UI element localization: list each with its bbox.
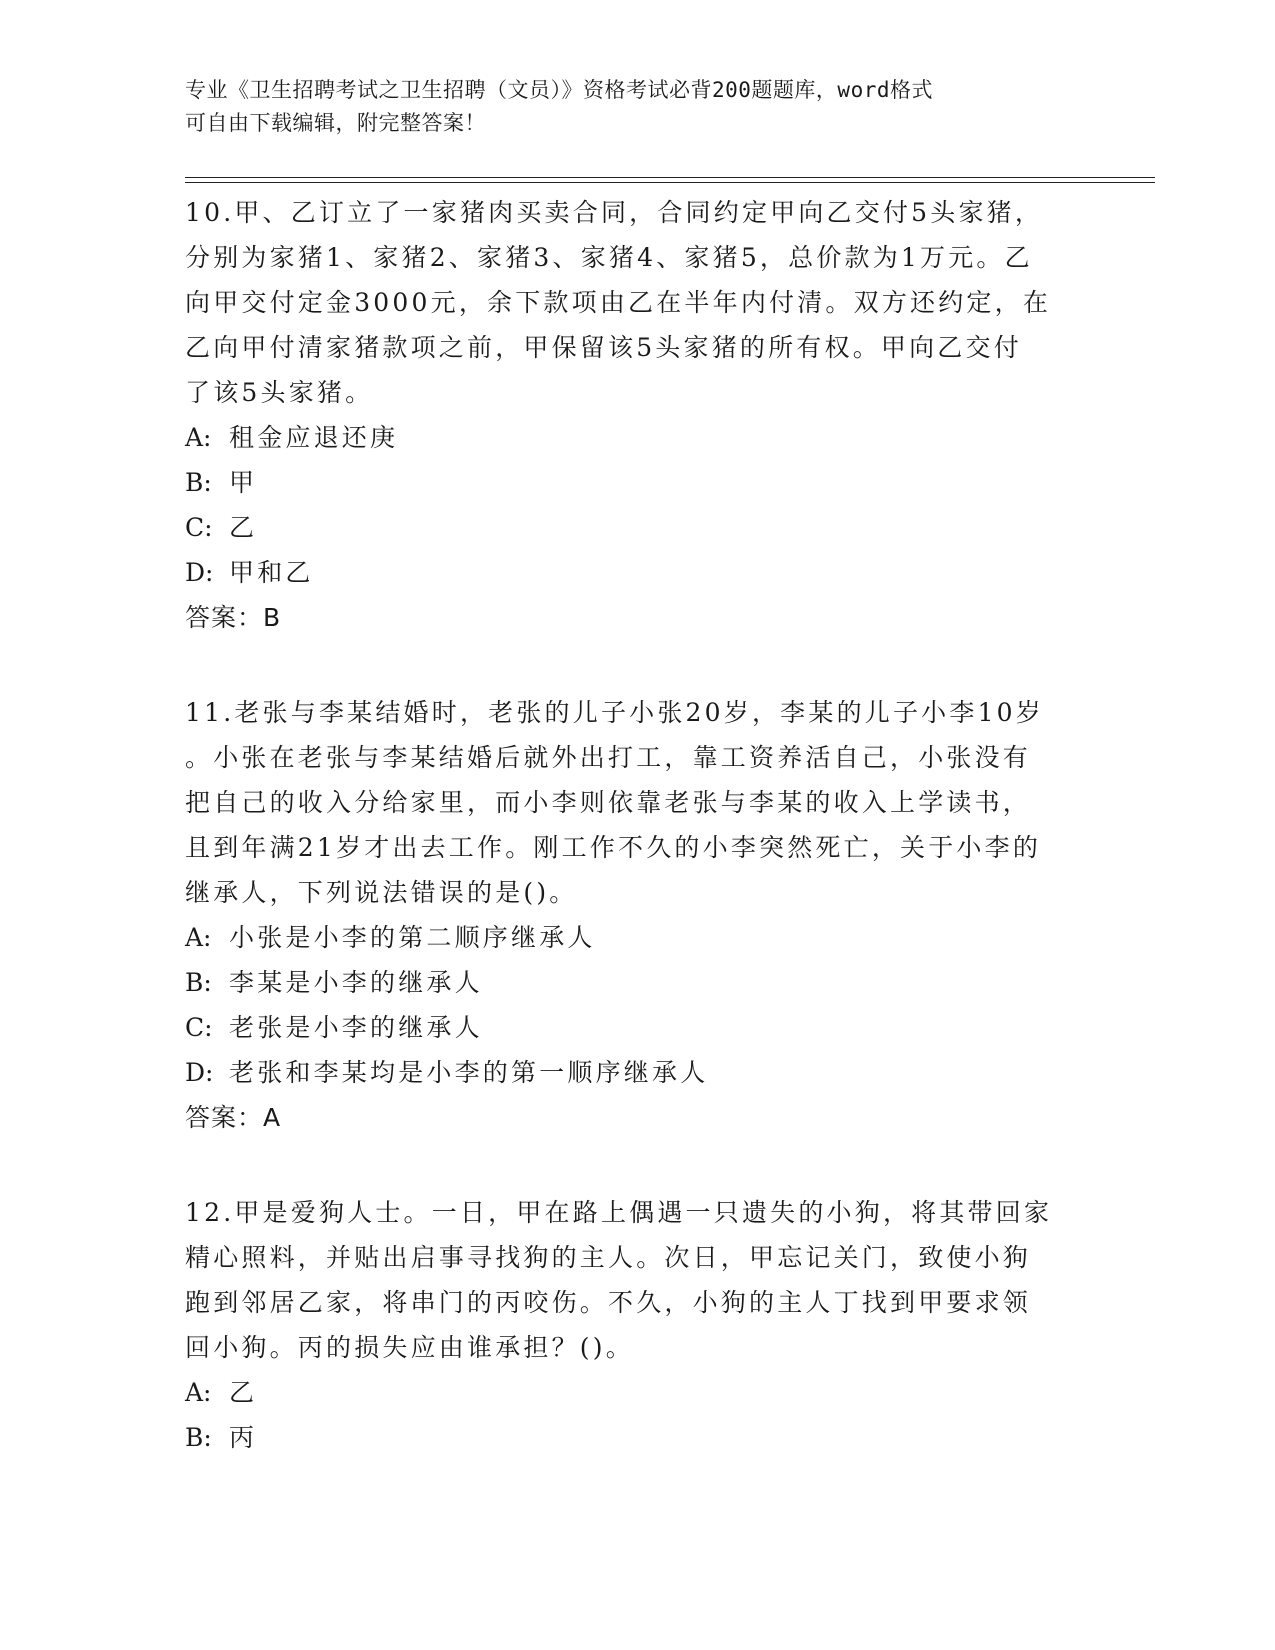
option-a (185, 1370, 1085, 1415)
option-letter: C: (185, 513, 213, 542)
question-text-line: 跑到邻居乙家，将串门的丙咬伤。不久，小狗的主人丁找到甲要求领 (185, 1288, 1032, 1317)
header-divider-bottom (185, 182, 1155, 183)
question-text-line: 11.老张与李某结婚时，老张的儿子小张20岁，李某的儿子小李10岁 (185, 698, 1044, 727)
question-text-line: 12.甲是爱狗人士。一日，甲在路上偶遇一只遗失的小狗，将其带回家 (185, 1198, 1053, 1227)
question-text-line: 分别为家猪1、家猪2、家猪3、家猪4、家猪5，总价款为1万元。乙 (185, 243, 1033, 272)
question-text-line: 乙向甲付清家猪款项之前，甲保留该5头家猪的所有权。甲向乙交付 (185, 333, 1022, 362)
option-text: 乙 (229, 513, 258, 542)
option-letter: A: (185, 1378, 212, 1407)
option-letter: B: (185, 968, 212, 997)
option-letter: A: (185, 423, 212, 452)
header-divider-top (185, 177, 1155, 178)
question-text-line: 且到年满21岁才出去工作。刚工作不久的小李突然死亡，关于小李的 (185, 833, 1042, 862)
question-text-line: 。小张在老张与李某结婚后就外出打工，靠工资养活自己，小张没有 (185, 743, 1032, 772)
question-list (185, 190, 1085, 1510)
header-title-line-1: 专业《卫生招聘考试之卫生招聘（文员）》资格考试必背200题题库，word格式 (185, 78, 933, 102)
option-text: 李某是小李的继承人 (229, 968, 483, 997)
option-text: 老张和李某均是小李的第一顺序继承人 (229, 1058, 709, 1087)
option-letter: D: (185, 558, 214, 587)
option-text: 甲 (229, 468, 258, 497)
option-b (185, 960, 1085, 1005)
option-letter: D: (185, 1058, 214, 1087)
option-c (185, 505, 1085, 550)
document-header (185, 74, 1065, 140)
option-letter: C: (185, 1013, 213, 1042)
option-d (185, 1050, 1085, 1095)
option-d (185, 550, 1085, 595)
option-text: 租金应退还庚 (229, 423, 399, 452)
question-text-line: 了该5头家猪。 (185, 378, 374, 407)
answer-label: 答案：B (185, 603, 282, 632)
question-text-line: 回小狗。丙的损失应由谁承担？()。 (185, 1333, 634, 1362)
question-text-line: 把自己的收入分给家里，而小李则依靠老张与李某的收入上学读书， (185, 788, 1032, 817)
question-11 (185, 690, 1085, 1140)
option-b (185, 1415, 1085, 1460)
option-text: 丙 (229, 1423, 258, 1452)
header-title-line-2: 可自由下载编辑，附完整答案！ (185, 111, 486, 135)
option-text: 小张是小李的第二顺序继承人 (229, 923, 596, 952)
question-12 (185, 1190, 1085, 1460)
option-letter: A: (185, 923, 212, 952)
option-c (185, 1005, 1085, 1050)
question-text-line: 精心照料，并贴出启事寻找狗的主人。次日，甲忘记关门，致使小狗 (185, 1243, 1032, 1272)
option-text: 乙 (229, 1378, 258, 1407)
answer-label: 答案：A (185, 1103, 282, 1132)
option-a (185, 415, 1085, 460)
question-10 (185, 190, 1085, 640)
option-letter: B: (185, 468, 212, 497)
option-letter: B: (185, 1423, 212, 1452)
question-text-line: 继承人，下列说法错误的是()。 (185, 878, 578, 907)
option-b (185, 460, 1085, 505)
option-text: 老张是小李的继承人 (229, 1013, 483, 1042)
question-text-line: 10.甲、乙订立了一家猪肉买卖合同，合同约定甲向乙交付5头家猪， (185, 198, 1044, 227)
question-text-line: 向甲交付定金3000元，余下款项由乙在半年内付清。双方还约定，在 (185, 288, 1052, 317)
option-text: 甲和乙 (229, 558, 314, 587)
option-a (185, 915, 1085, 960)
